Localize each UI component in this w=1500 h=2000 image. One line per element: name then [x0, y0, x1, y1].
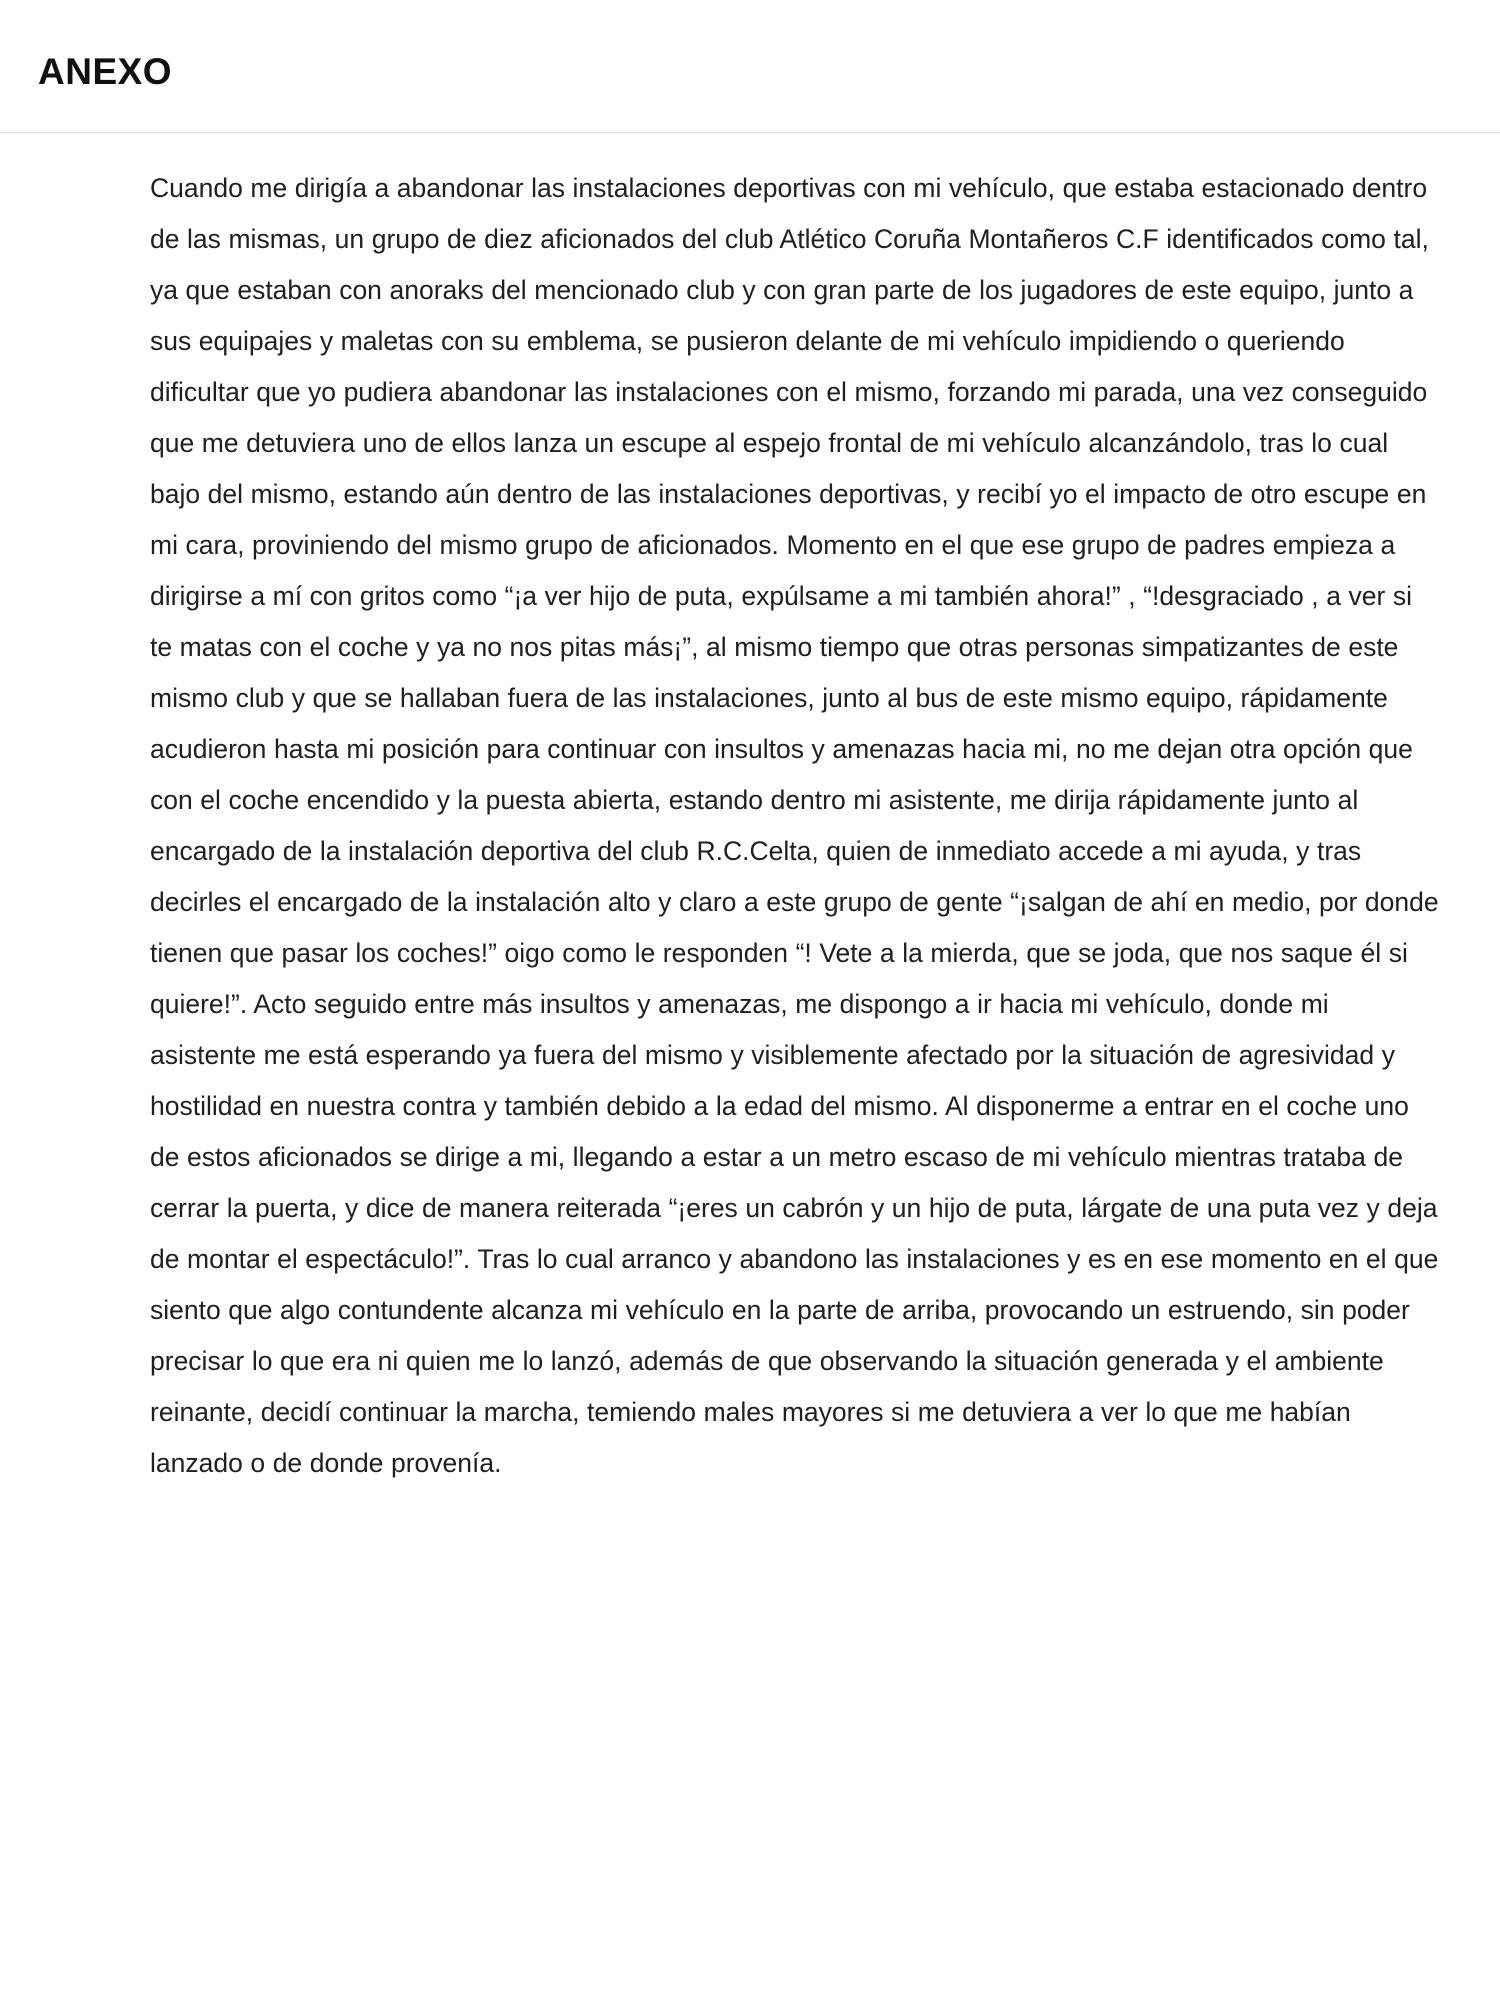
page-title: ANEXO [38, 51, 173, 92]
document-body-container [0, 133, 1500, 1529]
document-body-text: Cuando me dirigía a abandonar las instalaciones deportivas con mi vehículo, que estaba estacionado dentro de las mismas, un grupo de diez aficionados del club Atlético Coruña Montañeros C.F identificados como tal, ya que estaban con anoraks del mencionado club y con gran parte de los jugadores de este equipo, junto a sus equipajes y maletas con su emblema, se pusieron delante de mi vehículo impidiendo o queriendo dificultar que yo pudiera abandonar las instalaciones con el mismo, forzando mi parada, una vez conseguido que me detuviera uno de ellos lanza un escupe al espejo frontal de mi vehículo alcanzándolo, tras lo cual bajo del mismo, estando aún dentro de las instalaciones deportivas, y recibí yo el impacto de otro escupe en mi cara, proviniendo del mismo grupo de aficionados. Momento en el que ese grupo de padres empieza a dirigirse a mí con gritos como “¡a ver hijo de puta, expúlsame a mi también ahora!” , “!desgraciado , a ver si te matas con el coche y ya no nos pitas más¡”, al mismo tiempo que otras personas simpatizantes de este mismo club y que se hallaban fuera de las instalaciones, junto al bus de este mismo equipo, rápidamente acudieron hasta mi posición para continuar con insultos y amenazas hacia mi, no me dejan otra opción que con el coche encendido y la puesta abierta, estando dentro mi asistente, me dirija rápidamente junto al encargado de la instalación deportiva del club R.C.Celta, quien de inmediato accede a mi ayuda, y tras decirles el encargado de la instalación alto y claro a este grupo de gente “¡salgan de ahí en medio, por donde tienen que pasar los coches!” oigo como le responden “! Vete a la mierda, que se joda, que nos saque él si quiere!”. Acto seguido entre más insultos y amenazas, me dispongo a ir hacia mi vehículo, donde mi asistente me está esperando ya fuera del mismo y visiblemente afectado por la situación de agresividad y hostilidad en nuestra contra y también debido a la edad del mismo. Al disponerme a entrar en el coche uno de estos aficionados se dirige a mi, llegando a estar a un metro escaso de mi vehículo mientras trataba de cerrar la puerta, y dice de manera reiterada “¡eres un cabrón y un hijo de puta, lárgate de una puta vez y deja de montar el espectáculo!”. Tras lo cual arranco y abandono las instalaciones y es en ese momento en el que siento que algo contundente alcanza mi vehículo en la parte de arriba, provocando un estruendo, sin poder precisar lo que era ni quien me lo lanzó, además de que observando la situación generada y el ambiente reinante, decidí continuar la marcha, temiendo males mayores si me detuviera a ver lo que me habían lanzado o de donde provenía. [150, 173, 1447, 1479]
